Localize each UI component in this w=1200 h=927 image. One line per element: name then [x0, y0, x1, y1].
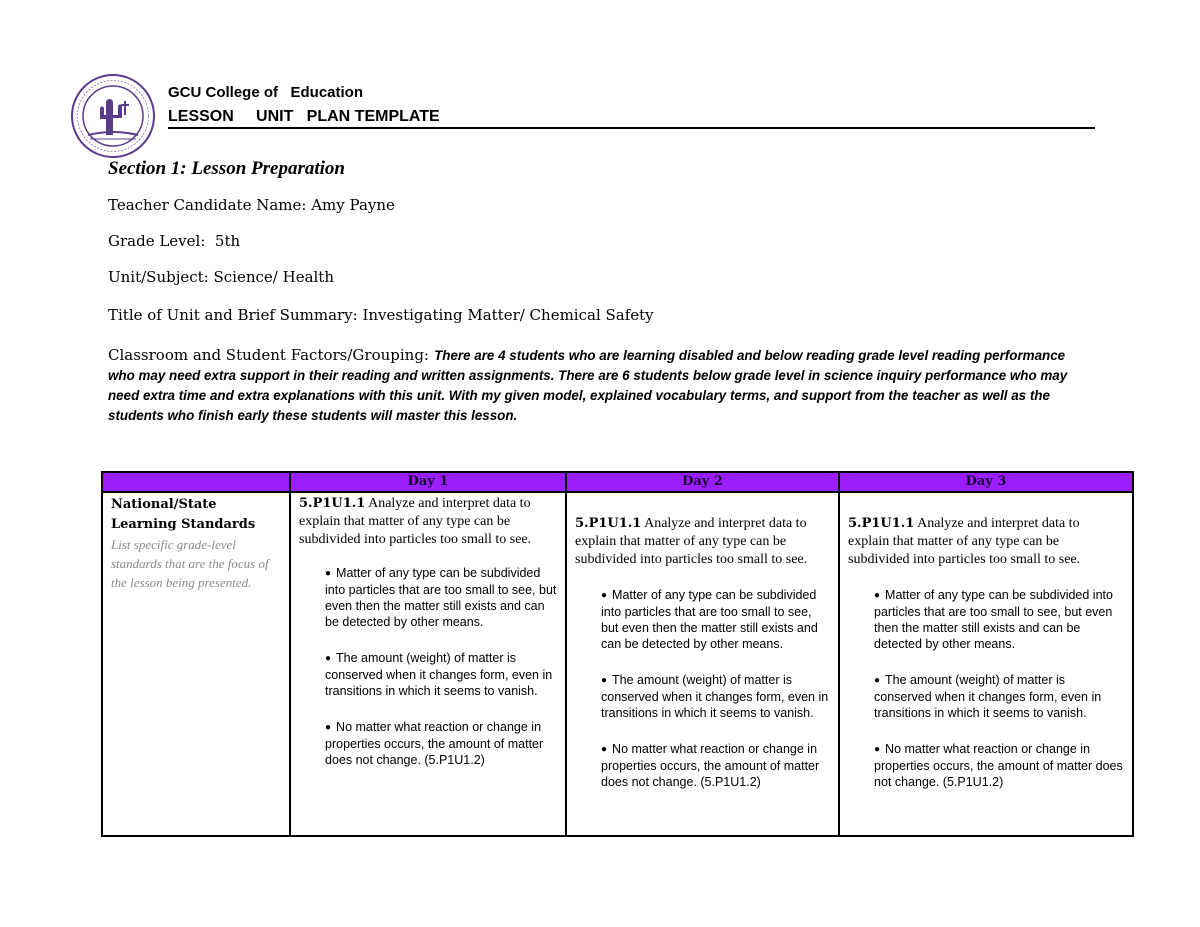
- day-2-cell: [566, 492, 839, 836]
- bullet-icon: ●: [601, 744, 608, 755]
- day-1-cell: [290, 492, 566, 836]
- row-label-cell: [102, 492, 290, 836]
- table-header-row: [102, 472, 1133, 492]
- title-summary: Title of Unit and Brief Summary: Investigating Matter/ Chemical Safety: [108, 306, 654, 324]
- unit-subject: Unit/Subject: Science/ Health: [108, 268, 334, 286]
- bullet-icon: ●: [874, 675, 881, 686]
- bullet-icon: ●: [325, 722, 332, 733]
- list-item: ● The amount (weight) of matter is conserved when it changes form, even in transitions in which it seems to vanish.: [325, 651, 553, 698]
- bullet-icon: ●: [325, 568, 332, 579]
- row-label: National/State Learning Standards: [111, 497, 256, 532]
- day-3-standard-text: Analyze and interpret data to explain that matter of any type can be subdivided into particles too small to see.: [848, 516, 1081, 567]
- factors-text: There are 4 students who are learning disabled and below reading grade level reading performance who may need extra support in their reading and written assignments. There are 6 students below grade level in science inquiry performance who may need extra time and extra explanations with this unit. With my given model, explained vocabulary terms, and support from the teacher as well as the students who finish early these students will master this lesson.: [108, 348, 1068, 423]
- bullet-icon: ●: [601, 590, 608, 601]
- day-3-standard: [840, 493, 1132, 569]
- row-hint: List specific grade-level standards that are the focus of the lesson being presented.: [111, 537, 269, 590]
- day-1-standard: [291, 493, 565, 549]
- university-seal-logo: [70, 73, 156, 159]
- header-empty-cell: [102, 472, 290, 492]
- list-item: ● No matter what reaction or change in properties occurs, the amount of matter does not change. (5.P1U1.2): [325, 720, 544, 767]
- day-1-standard-text: Analyze and interpret data to explain that matter of any type can be subdivided into particles too small to see.: [299, 496, 532, 547]
- list-item: ● No matter what reaction or change in properties occurs, the amount of matter does not change. (5.P1U1.2): [601, 742, 820, 789]
- table-row: [102, 492, 1133, 836]
- grade-level: Grade Level: 5th: [108, 232, 241, 250]
- day-1-bullets: [291, 565, 565, 768]
- day-1-standard-code: 5.P1U1.1: [299, 496, 366, 511]
- template-title: LESSON UNIT PLAN TEMPLATE: [168, 107, 1095, 129]
- classroom-factors: [108, 345, 1088, 425]
- day-2-standard-code: 5.P1U1.1: [575, 516, 642, 531]
- day-2-standard: [567, 493, 838, 569]
- lesson-plan-table: [101, 471, 1134, 837]
- bullet-icon: ●: [325, 653, 332, 664]
- day-2-bullets: [567, 587, 838, 790]
- section-heading: Section 1: Lesson Preparation: [108, 158, 345, 179]
- bullet-icon: ●: [874, 744, 881, 755]
- header-day-1: Day 1: [290, 472, 566, 492]
- list-item: ● No matter what reaction or change in properties occurs, the amount of matter does not change. (5.P1U1.2): [874, 742, 1123, 789]
- day-2-standard-text: Analyze and interpret data to explain that matter of any type can be subdivided into particles too small to see.: [575, 516, 808, 567]
- list-item: ● The amount (weight) of matter is conserved when it changes form, even in transitions in which it seems to vanish.: [874, 673, 1102, 720]
- list-item: ● Matter of any type can be subdivided into particles that are too small to see, but even then the matter still exists and can be detected by other means.: [325, 566, 557, 629]
- bullet-icon: ●: [601, 675, 608, 686]
- factors-label: Classroom and Student Factors/Grouping:: [108, 346, 429, 364]
- day-3-standard-code: 5.P1U1.1: [848, 516, 915, 531]
- list-item: ● The amount (weight) of matter is conserved when it changes form, even in transitions in which it seems to vanish.: [601, 673, 829, 720]
- header-day-3: Day 3: [839, 472, 1133, 492]
- list-item: ● Matter of any type can be subdivided into particles that are too small to see, but even then the matter still exists and can be detected by other means.: [874, 588, 1113, 651]
- college-name: GCU College of Education: [168, 84, 364, 101]
- header-day-2: Day 2: [566, 472, 839, 492]
- list-item: ● Matter of any type can be subdivided into particles that are too small to see, but even then the matter still exists and can be detected by other means.: [601, 588, 818, 651]
- day-3-cell: [839, 492, 1133, 836]
- bullet-icon: ●: [874, 590, 881, 601]
- day-3-bullets: [840, 587, 1132, 790]
- teacher-name: Teacher Candidate Name: Amy Payne: [108, 196, 395, 214]
